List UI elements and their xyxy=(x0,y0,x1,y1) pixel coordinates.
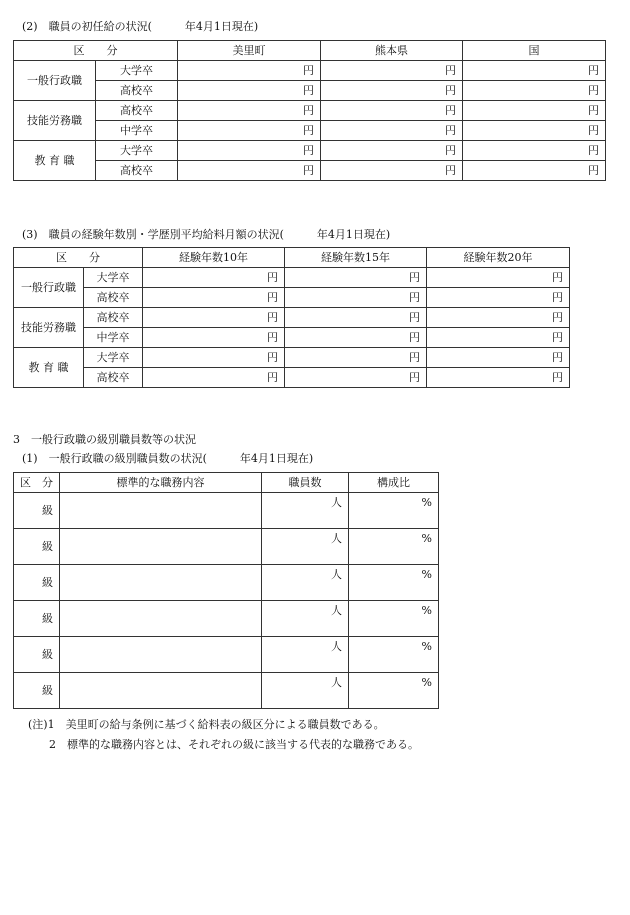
value-cell: 円 xyxy=(143,268,285,288)
ratio-cell: % xyxy=(349,565,439,601)
header-exp-20: 経験年数20年 xyxy=(427,248,570,268)
duties-cell xyxy=(60,565,262,601)
group-label: 教 育 職 xyxy=(14,348,84,388)
grade-cell: 級 xyxy=(14,565,60,601)
value-cell: 円 xyxy=(321,161,463,181)
value-cell: 円 xyxy=(178,141,321,161)
education-label: 大学卒 xyxy=(84,348,143,368)
value-cell: 円 xyxy=(427,368,570,388)
education-label: 中学卒 xyxy=(96,121,178,141)
value-cell: 円 xyxy=(463,61,606,81)
education-label: 中学卒 xyxy=(84,328,143,348)
header-category: 区 分 xyxy=(14,473,60,493)
staff-count-cell: 人 xyxy=(262,565,349,601)
header-staff-count: 職員数 xyxy=(262,473,349,493)
header-kumamoto: 熊本県 xyxy=(321,41,463,61)
value-cell: 円 xyxy=(427,308,570,328)
value-cell: 円 xyxy=(463,81,606,101)
section-2-heading: (2) 職員の初任給の状況( 年4月1日現在) xyxy=(22,20,259,33)
group-label: 教 育 職 xyxy=(14,141,96,181)
section-grade-title: 3 一般行政職の級別職員数等の状況 xyxy=(13,433,196,446)
table-row xyxy=(14,368,570,388)
ratio-cell: % xyxy=(349,493,439,529)
table-row xyxy=(14,121,606,141)
value-cell: 円 xyxy=(321,101,463,121)
table-row xyxy=(14,141,606,161)
staff-count-cell: 人 xyxy=(262,601,349,637)
table-header-row xyxy=(14,41,606,61)
grade-cell: 級 xyxy=(14,493,60,529)
note-1: (注)1 美里町の給与条例に基づく給料表の級区分による職員数である。 xyxy=(28,718,385,731)
education-label: 大学卒 xyxy=(96,61,178,81)
value-cell: 円 xyxy=(178,81,321,101)
value-cell: 円 xyxy=(143,288,285,308)
table-row xyxy=(14,637,439,673)
starting-salary-table xyxy=(13,40,606,181)
education-label: 大学卒 xyxy=(84,268,143,288)
section-grade-heading: (1) 一般行政職の級別職員数の状況( 年4月1日現在) xyxy=(22,452,314,465)
table-header-row xyxy=(14,473,439,493)
value-cell: 円 xyxy=(143,328,285,348)
group-label: 一般行政職 xyxy=(14,61,96,101)
header-exp-15: 経験年数15年 xyxy=(285,248,427,268)
value-cell: 円 xyxy=(285,308,427,328)
ratio-cell: % xyxy=(349,601,439,637)
grade-cell: 級 xyxy=(14,529,60,565)
value-cell: 円 xyxy=(427,268,570,288)
value-cell: 円 xyxy=(427,348,570,368)
value-cell: 円 xyxy=(143,308,285,328)
value-cell: 円 xyxy=(463,101,606,121)
value-cell: 円 xyxy=(178,101,321,121)
education-label: 高校卒 xyxy=(96,101,178,121)
value-cell: 円 xyxy=(178,161,321,181)
table-row xyxy=(14,493,439,529)
value-cell: 円 xyxy=(285,288,427,308)
average-salary-table xyxy=(13,247,570,388)
education-label: 高校卒 xyxy=(96,161,178,181)
table-row xyxy=(14,529,439,565)
staff-count-cell: 人 xyxy=(262,529,349,565)
value-cell: 円 xyxy=(178,61,321,81)
staff-count-cell: 人 xyxy=(262,493,349,529)
section-3-heading: (3) 職員の経験年数別・学歴別平均給料月額の状況( 年4月1日現在) xyxy=(22,228,391,241)
staff-count-cell: 人 xyxy=(262,637,349,673)
group-label: 一般行政職 xyxy=(14,268,84,308)
duties-cell xyxy=(60,673,262,709)
value-cell: 円 xyxy=(321,61,463,81)
table-row xyxy=(14,288,570,308)
value-cell: 円 xyxy=(463,121,606,141)
grade-staff-table xyxy=(13,472,439,709)
education-label: 高校卒 xyxy=(96,81,178,101)
table-row xyxy=(14,348,570,368)
value-cell: 円 xyxy=(463,141,606,161)
value-cell: 円 xyxy=(143,368,285,388)
table-row xyxy=(14,61,606,81)
grade-cell: 級 xyxy=(14,673,60,709)
group-label: 技能労務職 xyxy=(14,308,84,348)
value-cell: 円 xyxy=(463,161,606,181)
table-row xyxy=(14,308,570,328)
header-category: 区 分 xyxy=(14,41,178,61)
table-row xyxy=(14,161,606,181)
header-misato: 美里町 xyxy=(178,41,321,61)
table-row xyxy=(14,601,439,637)
header-ratio: 構成比 xyxy=(349,473,439,493)
note-2: 2 標準的な職務内容とは、それぞれの級に該当する代表的な職務である。 xyxy=(49,738,419,751)
header-category: 区 分 xyxy=(14,248,143,268)
duties-cell xyxy=(60,637,262,673)
ratio-cell: % xyxy=(349,637,439,673)
table-row xyxy=(14,81,606,101)
value-cell: 円 xyxy=(321,81,463,101)
value-cell: 円 xyxy=(285,348,427,368)
ratio-cell: % xyxy=(349,529,439,565)
value-cell: 円 xyxy=(143,348,285,368)
value-cell: 円 xyxy=(285,268,427,288)
value-cell: 円 xyxy=(321,141,463,161)
table-row xyxy=(14,328,570,348)
duties-cell xyxy=(60,601,262,637)
value-cell: 円 xyxy=(427,288,570,308)
group-label: 技能労務職 xyxy=(14,101,96,141)
table-row xyxy=(14,565,439,601)
table-header-row xyxy=(14,248,570,268)
staff-count-cell: 人 xyxy=(262,673,349,709)
education-label: 高校卒 xyxy=(84,308,143,328)
table-row xyxy=(14,101,606,121)
header-national: 国 xyxy=(463,41,606,61)
grade-cell: 級 xyxy=(14,637,60,673)
grade-cell: 級 xyxy=(14,601,60,637)
duties-cell xyxy=(60,529,262,565)
ratio-cell: % xyxy=(349,673,439,709)
table-row xyxy=(14,673,439,709)
value-cell: 円 xyxy=(427,328,570,348)
header-duties: 標準的な職務内容 xyxy=(60,473,262,493)
table-row xyxy=(14,268,570,288)
duties-cell xyxy=(60,493,262,529)
header-exp-10: 経験年数10年 xyxy=(143,248,285,268)
value-cell: 円 xyxy=(285,368,427,388)
education-label: 高校卒 xyxy=(84,368,143,388)
value-cell: 円 xyxy=(321,121,463,141)
education-label: 高校卒 xyxy=(84,288,143,308)
value-cell: 円 xyxy=(285,328,427,348)
education-label: 大学卒 xyxy=(96,141,178,161)
value-cell: 円 xyxy=(178,121,321,141)
